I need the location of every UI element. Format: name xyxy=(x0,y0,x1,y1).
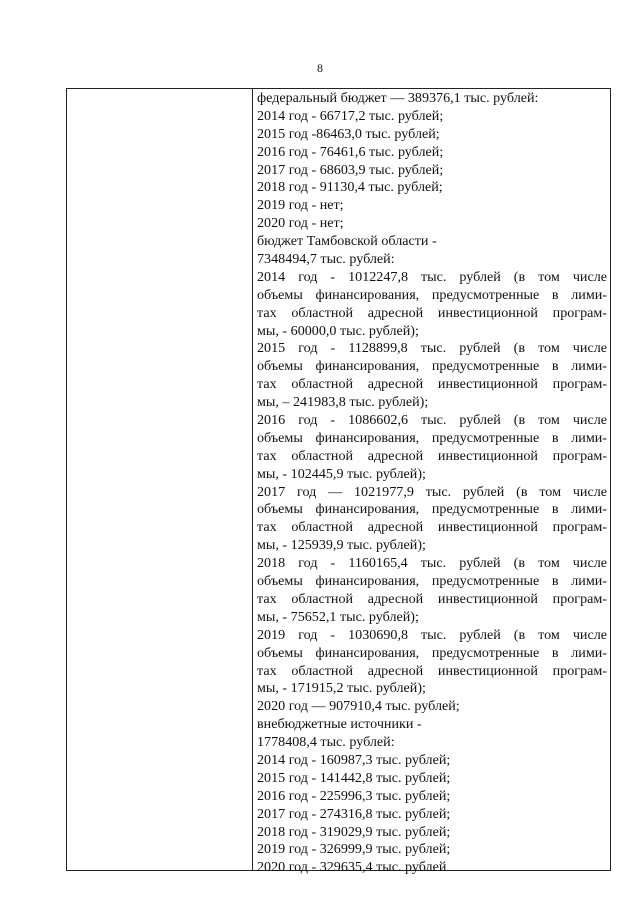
text-line: мы, - 125939,9 тыс. рублей); xyxy=(257,537,426,554)
text-line: мы, – 241983,8 тыс. рублей); xyxy=(257,394,429,411)
text-line: 2016 год - 76461,6 тыс. рублей; xyxy=(257,143,444,160)
text-line: 7348494,7 тыс. рублей: xyxy=(257,251,395,268)
text-line: внебюджетные источники - xyxy=(257,716,422,733)
text-line: тах областной адресной инвестиционной програм- xyxy=(257,662,607,679)
text-line: 2019 год - нет; xyxy=(257,197,344,214)
text-line: 2019 год - 1030690,8 тыс. рублей (в том числе xyxy=(257,626,607,643)
text-line: 2017 год — 1021977,9 тыс. рублей (в том числе xyxy=(257,483,607,500)
text-line: мы, - 60000,0 тыс. рублей); xyxy=(257,322,419,339)
text-line: 2014 год - 66717,2 тыс. рублей; xyxy=(257,107,444,124)
text-line: 2020 год — 907910,4 тыс. рублей; xyxy=(257,698,460,715)
text-line: 2017 год - 274316,8 тыс. рублей; xyxy=(257,805,451,822)
text-line: 2014 год - 160987,3 тыс. рублей; xyxy=(257,751,451,768)
text-line: объемы финансирования, предусмотренные в лими- xyxy=(257,573,607,590)
text-line: бюджет Тамбовской области - xyxy=(257,233,437,250)
funding-text-cell xyxy=(257,90,607,877)
text-line: федеральный бюджет — 389376,1 тыс. рублей: xyxy=(257,90,539,106)
text-line: 2015 год - 141442,8 тыс. рублей; xyxy=(257,769,451,786)
text-line: 2014 год - 1012247,8 тыс. рублей (в том числе xyxy=(257,268,607,285)
text-line: 2020 год - 329635,4 тыс. рублей xyxy=(257,859,447,876)
text-line: объемы финансирования, предусмотренные в лими- xyxy=(257,644,607,661)
text-line: 2020 год - нет; xyxy=(257,215,344,232)
text-line: тах областной адресной инвестиционной програм- xyxy=(257,376,607,393)
column-divider xyxy=(252,89,253,870)
text-line: 2018 год - 1160165,4 тыс. рублей (в том числе xyxy=(257,555,607,572)
text-line: тах областной адресной инвестиционной програм- xyxy=(257,304,607,321)
text-line: 2016 год - 1086602,6 тыс. рублей (в том числе xyxy=(257,412,607,429)
text-line: тах областной адресной инвестиционной програм- xyxy=(257,590,607,607)
text-line: 2018 год - 319029,9 тыс. рублей; xyxy=(257,823,451,840)
text-line: 2019 год - 326999,9 тыс. рублей; xyxy=(257,841,451,858)
funding-table xyxy=(66,88,611,876)
text-line: объемы финансирования, предусмотренные в лими- xyxy=(257,429,607,446)
text-line: тах областной адресной инвестиционной програм- xyxy=(257,447,607,464)
text-line: объемы финансирования, предусмотренные в лими- xyxy=(257,286,607,303)
text-line: мы, - 75652,1 тыс. рублей); xyxy=(257,608,419,625)
page-number: 8 xyxy=(317,61,323,75)
text-line: мы, - 171915,2 тыс. рублей); xyxy=(257,680,426,697)
text-line: мы, - 102445,9 тыс. рублей); xyxy=(257,465,426,482)
text-line: 1778408,4 тыс. рублей: xyxy=(257,734,395,751)
text-line: объемы финансирования, предусмотренные в лими- xyxy=(257,501,607,518)
text-line: 2017 год - 68603,9 тыс. рублей; xyxy=(257,161,444,178)
text-line: объемы финансирования, предусмотренные в лими- xyxy=(257,358,607,375)
text-line: тах областной адресной инвестиционной програм- xyxy=(257,519,607,536)
text-line: 2016 год - 225996,3 тыс. рублей; xyxy=(257,787,451,804)
text-line: 2018 год - 91130,4 тыс. рублей; xyxy=(257,179,443,196)
text-line: 2015 год -86463,0 тыс. рублей; xyxy=(257,125,440,142)
text-line: 2015 год - 1128899,8 тыс. рублей (в том числе xyxy=(257,340,607,357)
